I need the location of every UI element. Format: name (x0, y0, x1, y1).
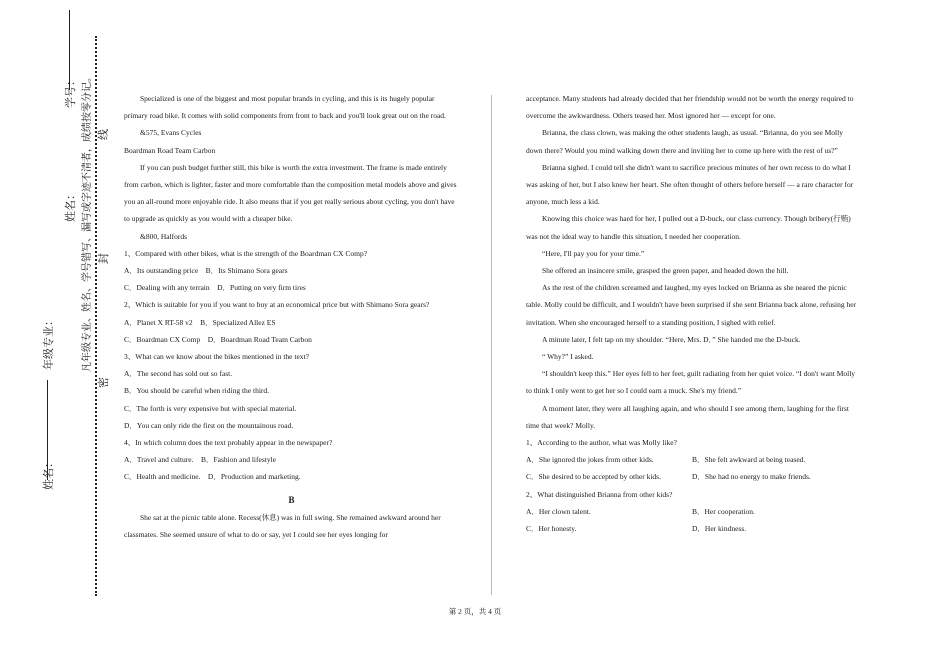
question-stem: 3、What can we know about the bikes mentioned in the text? (124, 352, 309, 362)
page-footer: 第 2 页，共 4 页 (448, 607, 502, 616)
left-column (124, 90, 459, 543)
binding-margin (0, 0, 110, 672)
question-stem: 1、Compared with other bikes, what is the strength of the Boardman CX Comp? (124, 248, 368, 258)
passage-paragraph: Brianna, the class clown, was making the other students laugh, as usual. “Brianna, do you see Molly down there? Would you mind walking down there and inviting her to come up here with the rest of us?” (526, 128, 843, 155)
seal-word-feng: 封 (95, 251, 111, 266)
answer-option: B．You should be careful when riding the third. (124, 386, 270, 396)
question-stem: 2、What distinguished Brianna from other kids? (526, 489, 673, 499)
answer-option: C．Her honesty. (526, 524, 577, 534)
passage-paragraph: “Here, I'll pay you for your time.” (542, 248, 645, 258)
answer-option: C．The forth is very expensive but with special material. (124, 403, 297, 413)
passage-paragraph: She sat at the picnic table alone. Recess(休息) was in full swing. She remained awkward around her classmates. She seemed unsure of what to do or say, yet I could see her eyes longing for (124, 512, 441, 540)
right-column (526, 90, 861, 537)
answer-options (526, 451, 861, 468)
answer-option: B．Her cooperation. (692, 506, 755, 516)
answer-option: A．Her clown talent. (526, 506, 591, 516)
section-heading-b: B (288, 494, 295, 505)
passage-paragraph: She offered an insincere smile, grasped the green paper, and headed down the hill. (542, 266, 789, 276)
seat-label: 姓名： (65, 189, 77, 222)
passage-paragraph: A minute later, I felt tap on my shoulder. “Here, Mrs. D．” She handed me the D-buck. (542, 334, 801, 344)
answer-options (526, 520, 861, 537)
answer-options: C．Health and medicine. D．Production and marketing. (124, 472, 301, 482)
question-stem: 4、In which column does the text probably appear in the newspaper? (124, 438, 333, 448)
name-blank-line (47, 380, 48, 480)
passage-paragraph: Brianna sighed. I could tell she didn't want to sacrifice precious minutes of her own recess to do what I was asking of her, but I also knew her heart. She often thought of others before herself — a rare character for anyone, much less a kid. (526, 162, 854, 207)
answer-option: B．She felt awkward at being teased. (692, 455, 806, 465)
id-blank-line (69, 10, 70, 90)
price-shop-line: &800, Halfords (140, 231, 188, 241)
column-divider (491, 95, 492, 595)
answer-options: A．Travel and culture. B．Fashion and lifestyle (124, 455, 276, 465)
passage-paragraph: A moment later, they were all laughing again, and who should I see among them, laughing for the first time that week? Molly. (526, 403, 849, 430)
answer-option: D．She had no energy to make friends. (692, 472, 811, 482)
answer-options: C．Boardman CX Comp D．Boardman Road Team Carbon (124, 334, 312, 344)
seal-word-xian: 线 (95, 127, 111, 142)
answer-options: A．Planet X RT-58 v2 B．Specialized Allez ES (124, 317, 276, 327)
warning-text: 凡年级专业、姓名、学号错写、漏写或字迹不清者，成绩按零分记。 (82, 72, 93, 372)
seal-word-mi: 密 (95, 375, 111, 390)
answer-option: D．Her kindness. (692, 524, 747, 534)
name-label: 姓名： (43, 457, 55, 490)
question-stem: 1、According to the author, what was Molly like? (526, 438, 677, 448)
answer-options: A．Its outstanding price B．Its Shimano Sora gears (124, 266, 288, 276)
price-shop-line: &575, Evans Cycles (140, 128, 202, 138)
bike-name-line: Boardman Road Team Carbon (124, 145, 216, 155)
answer-option: C．She desired to be accepted by other kids. (526, 472, 661, 482)
passage-paragraph: “I shouldn't keep this.” Her eyes fell to her feet, guilt radiating from her quiet voice. “I don't want Molly to think I only went to get her so I could earn a muck. She's my friend.” (526, 369, 856, 396)
answer-options: C．Dealing with any terrain D．Putting on very firm tires (124, 283, 306, 293)
passage-paragraph: Specialized is one of the biggest and most popular brands in cycling, and this is its hugely popular primary road bike. It comes with solid components from front to back and you'll look great out on the road. (124, 94, 446, 121)
answer-option: D．You can only ride the first on the mountainous road. (124, 420, 294, 430)
answer-options (526, 468, 861, 485)
major-label: 年级专业： (43, 315, 55, 370)
answer-options (526, 503, 861, 520)
question-stem: 2、Which is suitable for you if you want to buy at an economical price but with Shimano Sora gears? (124, 300, 430, 310)
answer-option: A．The second has sold out so fast. (124, 369, 233, 379)
answer-option: A．She ignored the jokes from other kids. (526, 455, 654, 465)
passage-paragraph: If you can push budget further still, this bike is worth the extra investment. The frame is made entirely from carbon, which is lighter, faster and more comfortable than the composition metal models above and gives you an all-round more enjoyable ride. It also means that if you get really serious about cycling, you don't have to upgrade as quickly as you would with a cheaper bike. (124, 162, 457, 224)
id-label: 学号： (65, 75, 77, 108)
seal-dotted-line (95, 36, 97, 596)
passage-paragraph: acceptance. Many students had already decided that her friendship would not be worth the energy required to overcome the awkwardness. Others teased her. Most ignored her — except for one. (526, 94, 854, 121)
passage-paragraph: Knowing this choice was hard for her, I pulled out a D-buck, our class currency. Though bribery(行贿) was not the ideal way to handle this situation, I needed her cooperation. (526, 214, 851, 241)
passage-paragraph: As the rest of the children screamed and laughed, my eyes locked on Brianna as she neared the picnic table. Molly could be difficult, and I wouldn't have been surprised if she sent Brianna back alone, refusing her invitation. When she encouraged herself to a standing position, I sighed with relief. (526, 283, 857, 327)
passage-paragraph: “ Why?” I asked. (542, 352, 594, 362)
